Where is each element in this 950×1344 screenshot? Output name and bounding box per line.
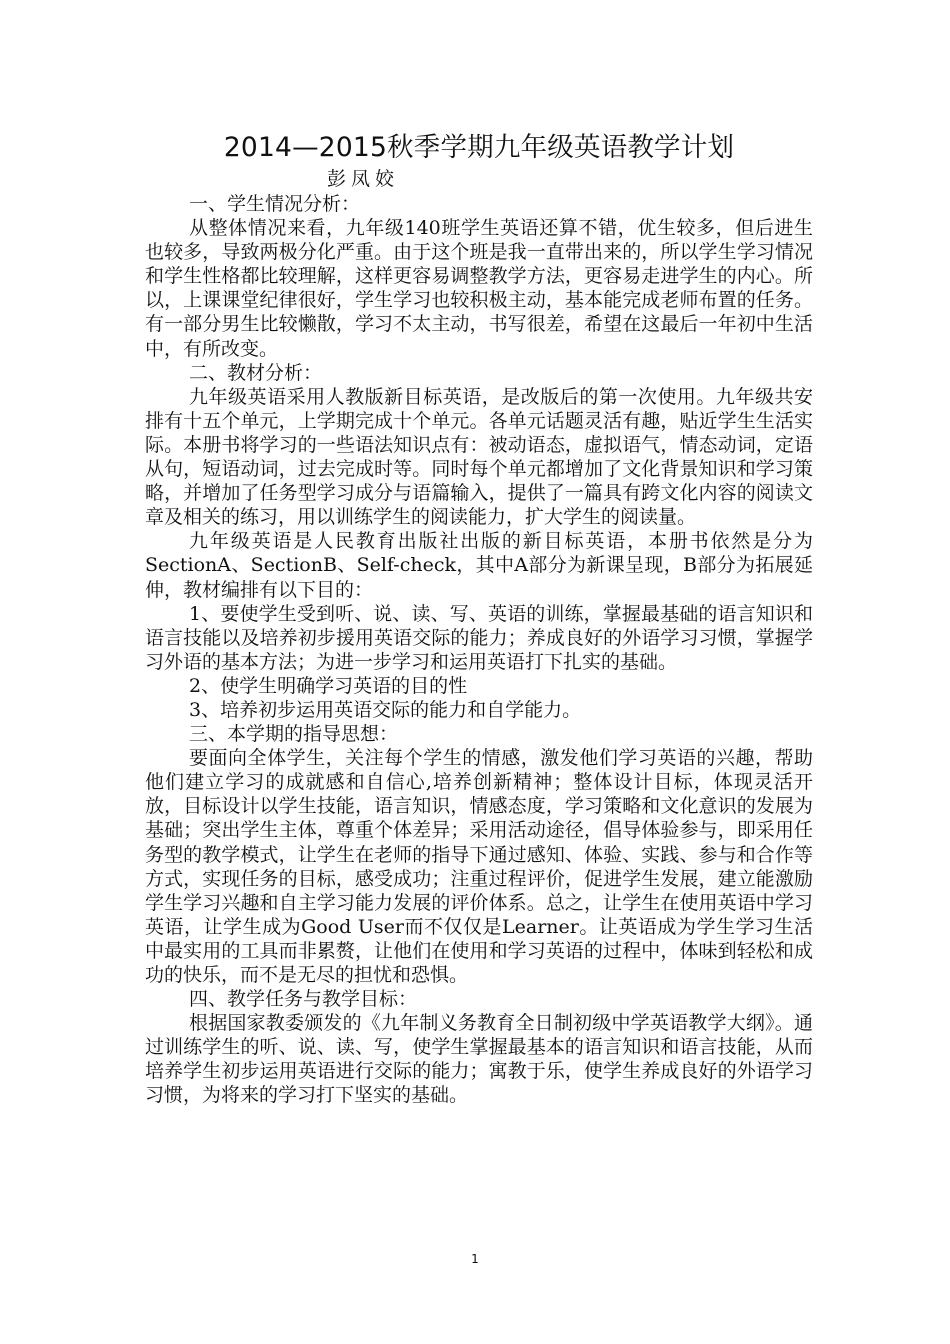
- paragraph-textbook-1: 九年级英语采用人教版新目标英语，是改版后的第一次使用。九年级共安排有十五个单元，上学期完成十个单元。各单元话题灵活有趣，贴近学生生活实际。本册书将学习的一些语法知识点有：被动语态，虚拟语气，情态动词，定语从句，短语动词，过去完成时等。同时每个单元都增加了文化背景知识和学习策略，并增加了任务型学习成分与语篇输入，提供了一篇具有跨文化内容的阅读文章及相关的练习，用以训练学生的阅读能力，扩大学生的阅读量。: [145, 385, 813, 529]
- paragraph-tasks: 根据国家教委颁发的《九年制义务教育全日制初级中学英语教学大纲》。通过训练学生的听、说、读、写，使学生掌握最基本的语言知识和语言技能，从而培养学生初步运用英语进行交际的能力；寓教于乐，使学生养成良好的外语学习习惯，为将来的学习打下坚实的基础。: [145, 1012, 813, 1107]
- page-number: 1: [471, 1252, 479, 1266]
- list-item-goal-2: 2、使学生明确学习英语的目的性: [189, 674, 468, 697]
- section-heading-students: 一、学生情况分析：: [189, 193, 361, 215]
- author-name: 彭凤姣: [327, 168, 400, 190]
- list-item-goal-3: 3、培养初步运用英语交际的能力和自学能力。: [189, 698, 582, 721]
- list-item-goal-1: 1、要使学生受到听、说、读、写、英语的训练，掌握最基础的语言知识和语言技能以及培养初步援用英语交际的能力；养成良好的外语学习习惯，掌握学习外语的基本方法；为进一步学习和运用英语打下扎实的基础。: [145, 602, 813, 673]
- section-heading-guidance: 三、本学期的指导思想：: [189, 723, 399, 746]
- paragraph-guidance: 要面向全体学生，关注每个学生的情感，激发他们学习英语的兴趣，帮助他们建立学习的成就感和自信心,培养创新精神；整体设计目标，体现灵活开放，目标设计以学生技能，语言知识，情感态度，学习策略和文化意识的发展为基础；突出学生主体，尊重个体差异；采用活动途径，倡导体验参与，即采用任务型的教学模式，让学生在老师的指导下通过感知、体验、实践、参与和合作等方式，实现任务的目标，感受成功；注重过程评价，促进学生发展，建立能激励学生学习兴趣和自主学习能力发展的评价体系。总之，让学生在使用英语中学习英语，让学生成为Good User而不仅仅是Learner。让英语成为学生学习生活中最实用的工具而非累赘，让他们在使用和学习英语的过程中，体味到轻松和成功的快乐，而不是无尽的担忧和恐惧。: [145, 747, 813, 986]
- section-heading-tasks: 四、教学任务与教学目标：: [189, 988, 418, 1011]
- paragraph-textbook-2: 九年级英语是人民教育出版社出版的新目标英语，本册书依然是分为SectionA、SectionB、Self-check，其中A部分为新课呈现，B部分为拓展延伸，教材编排有以下目的：: [145, 530, 813, 601]
- page-title: 2014—2015秋季学期九年级英语教学计划: [223, 132, 735, 163]
- section-heading-textbook: 二、教材分析：: [189, 361, 323, 384]
- paragraph-students: 从整体情况来看，九年级140班学生英语还算不错，优生较多，但后进生也较多，导致两极分化严重。由于这个班是我一直带出来的，所以学生学习情况和学生性格都比较理解，这样更容易调整教学方法，更容易走进学生的内心。所以，上课课堂纪律很好，学生学习也较积极主动，基本能完成老师布置的任务。有一部分男生比较懒散，学习不太主动，书写很差，希望在这最后一年初中生活中，有所改变。: [145, 217, 813, 360]
- document-body: [145, 128, 813, 1108]
